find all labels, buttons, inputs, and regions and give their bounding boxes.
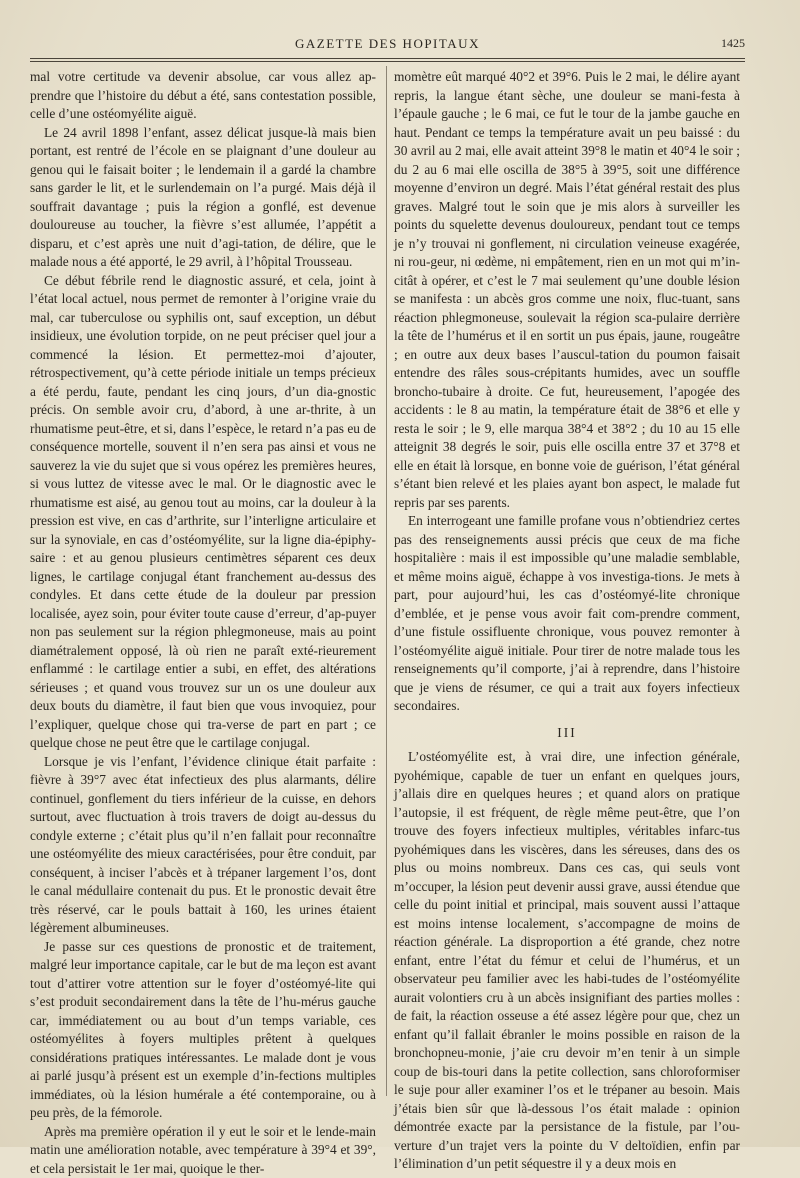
section-heading: III	[394, 724, 740, 743]
paragraph: Je passe sur ces questions de pronostic et de traitement, malgré leur importance capitale, car le but de ma leçon est avant tout d’attirer votre attention sur le foyer d’ostéomyé-lite qui s’est produit secondairement dans la tête de l’hu-mérus gauche car, immédiatement ou au bout d’un temps variable, ces ostéomyélites à foyers multiples prêtent à quelques considérations pratiques intéressantes. Le malade dont je vous ai parlé jusqu’à présent est un exemple d’in-fections multiples immédiates, où la lésion humérale a été contemporaine, ou à peu près, de la fémorole.	[30, 938, 376, 1123]
paragraph: Ce début fébrile rend le diagnostic assuré, et cela, joint à l’état local actuel, nous permet de remonter à l’origine vraie du mal, car tuberculose ou syphilis ont, sauf exception, un début insidieux, une évolution torpide, on ne peut préciser quel jour a commencé la lésion. Et permettez-moi d’ajouter, rétrospectivement, qu’à cette période initiale un temps précieux a été perdu, faute, pendant les cinq jours, d’un dia-gnostic précis. On semble avoir cru, d’abord, à une ar-thrite, à un rhumatisme peut-être, et si, dans l’espèce, le retard n’a pas eu de conséquence mortelle, souvent il n’en sera pas ainsi et vous ne sauverez la vie du sujet que si vous opérez les premières heures, si vous luttez de vitesse avec le mal. Or le diagnostic avec le rhumatisme est aisé, au genou tout au moins, car la douleur à la pression est vive, en cas d’arthrite, sur l’interligne articulaire et sur la synoviale, en cas d’ostéomyélite, sur la ligne dia-épiphy-saire : et au genou plusieurs centimètres séparent ces deux lignes, le cartilage conjugal étant franchement au-dessus des condyles. Et dans cette étude de la douleur par pression localisée, ayez soin, pour éviter toute cause d’erreur, d’ap-puyer non pas seulement sur la région phlegmoneuse, mais au point diamétralement opposé, là où rien ne paraît exté-rieurement enflammé : le cartilage entier a subi, en effet, des altérations sérieuses ; et quand vous trouvez sur un os une douleur aux deux bouts du diamètre, il faut bien que vous invoquiez, pour l’expliquer, quelque chose qui tra-verse de part en part ; ce quelque chose ne peut être que le cartilage conjugal.	[30, 272, 376, 753]
paragraph: momètre eût marqué 40°2 et 39°6. Puis le 2 mai, le délire ayant repris, la langue étant sèche, une douleur se mani-festa à l’épaule gauche ; le 6 mai, ce fut le tour de la jambe gauche en haut. Pendant ce temps la température avait un peu baissé : du 30 avril au 2 mai, elle avait atteint 39°8 le matin et 40°4 le soir ; du 2 au 6 mai elle oscilla de 38°5 à 39°5, soit une différence moyenne d’environ un degré. Mais l’état général restait des plus graves. Malgré tout le soin que je mis alors à surveiller les points du squelette devenus douloureux, pendant tout ce temps je n’y trouvai ni gonflement, ni circulation veineuse exagérée, ni rou-geur, ni œdème, ni empâtement, rien en un mot qui m’in-citât à opérer, et c’est le 7 mai seulement qu’une double lésion se manifesta : un abcès gros comme une noix, fluc-tuant, sans réaction phlegmoneuse, soulevait la région sca-pulaire derrière la tête de l’humérus et il en sortit un pus épais, jaune, rougeâtre ; en outre aux deux bases l’auscul-tation du poumon faisait entendre des râles sous-crépitants humides, avec un souffle broncho-tubaire à droite. Ce fut, heureusement, l’apogée des accidents : le 8 au matin, la température était de 38°6 et elle y resta le soir ; le 9, elle marqua 38°4 et 38°2 ; du 10 au 15 elle atteignit 38 degrés le soir, puis elle oscilla entre 37 et 37°8 et elle en était là lorsque, en bonne voie de guérison, l’état général s’étant bien relevé et les plaies ayant bon aspect, le malade fut repris par ses parents.	[394, 68, 740, 512]
left-column	[30, 68, 376, 1178]
paragraph: mal votre certitude va devenir absolue, car vous allez ap-prendre que l’histoire du début a été, sans contestation possible, celle d’une ostéomyélite aiguë.	[30, 68, 376, 124]
journal-title: GAZETTE DES HOPITAUX	[30, 36, 745, 52]
page-number: 1425	[721, 36, 745, 51]
paragraph: Après ma première opération il y eut le soir et le lende-main matin une amélioration notable, avec température à 39°4 et 39°, et cela persistait le 1er mai, quoique le ther-	[30, 1123, 376, 1178]
paragraph: L’ostéomyélite est, à vrai dire, une infection générale, pyohémique, capable de tuer un enfant en quelques jours, j’allais dire en quelques heures ; et quand alors on pratique l’autopsie, il est fréquent, de règle même peut-être, que l’on trouve des foyers infectieux multiples, véritables infarc-tus pyohémiques dans les viscères, dans les séreuses, dans des os plus ou moins nombreux. Dans ces cas, qui seuls vont m’occuper, la lésion peut devenir aussi grave, aussi étendue que celle du point initial et principal, mais souvent aussi l’attaque est moins intense localement, s’accompagne de moins de réaction générale. La disproportion a été grande, chez notre enfant, entre l’état du fémur et celui de l’humérus, et un observateur peu familier avec les habi-tudes de l’ostéomyélite aurait volontiers cru à un abcès insignifiant des parties molles : de fait, la réaction osseuse a été assez légère pour que, chez un enfant qu’il fallait ébranler le moins possible en raison de la bronchopneu-monie, j’aie cru devoir m’en tenir à un simple coup de bis-touri dans la petite collection, sans chloroformiser le suje pour aller examiner l’os et le trépaner au besoin. Mais j’étais bien sûr que là-dessous l’os était malade : opinion démontrée exacte par la persistance de la fistule, par l’ou-verture d’un trajet vers la pointe du V deltoïdien, enfin par l’élimination d’un petit séquestre il y a deux mois en	[394, 748, 740, 1174]
paragraph: Le 24 avril 1898 l’enfant, assez délicat jusque-là mais bien portant, est rentré de l’école en se plaignant d’une douleur au genou qui le faisait boiter ; le lendemain il a gardé la chambre sans garder le lit, et le surlendemain on l’a purgé. Mais déjà il souffrait davantage ; puis la région a gonflé, est devenue douloureuse au toucher, la fièvre s’est allumée, l’appétit a disparu, et c’est après une nuit d’agi-tation, de délire, que le malade nous a été apporté, le 29 avril, à l’hôpital Trousseau.	[30, 124, 376, 272]
paragraph: Lorsque je vis l’enfant, l’évidence clinique était parfaite : fièvre à 39°7 avec état infectieux des plus alarmants, délire continuel, gonflement du tiers inférieur de la cuisse, en dehors surtout, avec fluctuation à trois travers de doigt au-dessus du condyle externe ; c’était plus qu’il n’en fallait pour reconnaître une ostéomyélite des mieux caractérisées, pour être conduit, par conséquent, à inciser l’abcès et à trépaner largement l’os, dont le canal médullaire contenait du pus. Et le pronostic devait être très réservé, car le pouls battait à 160, les urines étaient légèrement albumineuses.	[30, 753, 376, 938]
paragraph: En interrogeant une famille profane vous n’obtiendriez certes pas des renseignements aussi précis que ceux de ma fiche hospitalière : mais il est impossible qu’une maladie semblable, et même moins aiguë, échappe à vos investiga-tions. Je mets à part, pour aujourd’hui, les cas d’ostéomyé-lite chronique d’emblée, et je pense vous avoir fait com-prendre comment, d’une fistule ossifluente chronique, vous pouvez remonter à l’ostéomyélite aiguë initiale. Pour tirer de notre malade tous les renseignements qu’il comporte, j’ai à reprendre, dans l’histoire que je viens de résumer, ce qui a trait aux foyers infectieux secondaires.	[394, 512, 740, 716]
column-divider	[386, 66, 387, 1096]
header-rule-bottom	[30, 61, 745, 62]
header-rule-top	[30, 58, 745, 59]
page-header	[30, 36, 745, 58]
right-column	[394, 68, 740, 1174]
